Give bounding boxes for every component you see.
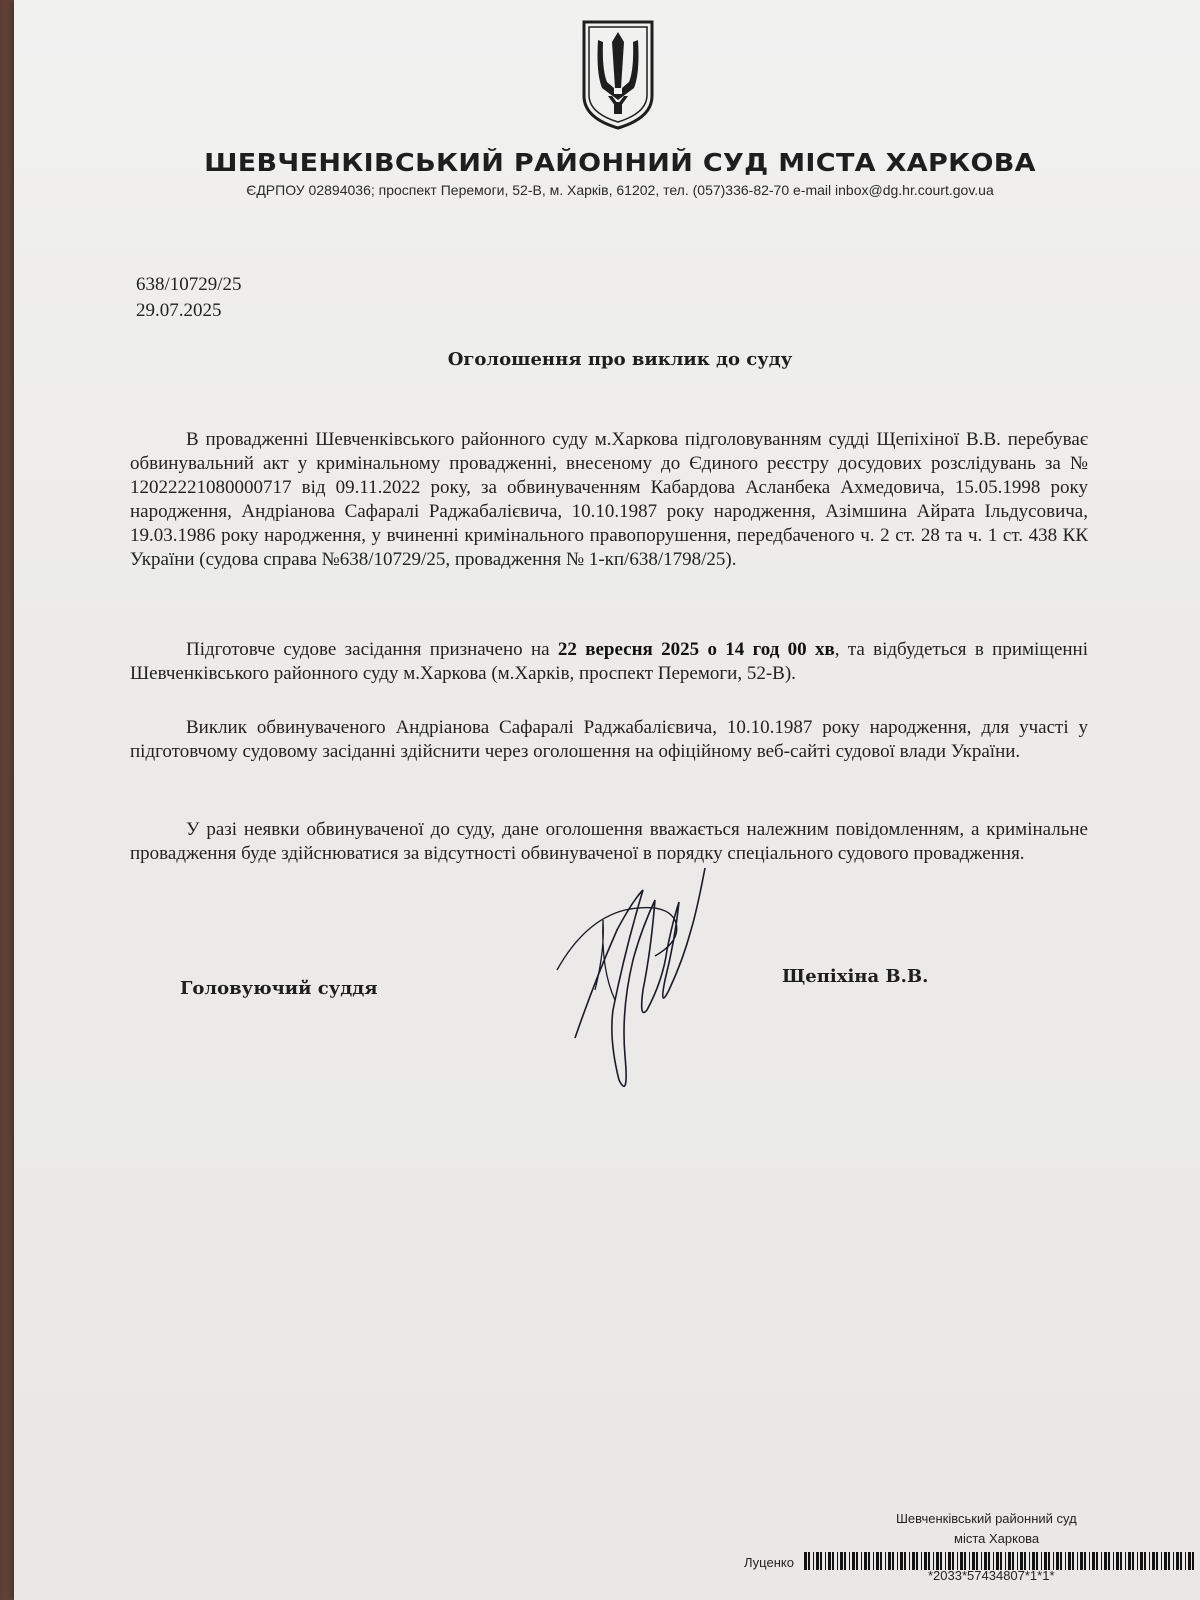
court-contacts: ЄДРПОУ 02894036; проспект Перемоги, 52-В, м. Харків, 61202, тел. (057)336-82-70 e-mail inbox@dg.hr.court.gov.ua — [246, 182, 994, 198]
barcode-number: *2033*57434807*1*1* — [928, 1568, 1055, 1583]
handwritten-signature-icon — [555, 860, 715, 1110]
hearing-datetime: 22 вересня 2025 о 14 год 00 хв — [557, 639, 835, 660]
hearing-text-before: Підготовче судове засідання призначено на — [186, 639, 558, 660]
signer-name: Щепіхіна В.В. — [782, 966, 929, 987]
document-date: 29.07.2025 — [136, 300, 222, 321]
hearing-text-after: , та відбудеться в приміщенні Шевченківського районного суду м.Харкова (м.Харків, проспект Перемоги, 52-В). — [130, 639, 1088, 684]
trident-coat-of-arms-icon — [578, 18, 658, 132]
stamp-court-name: Шевченківський районний суд — [896, 1511, 1077, 1526]
court-name: ШЕВЧЕНКІВСЬКИЙ РАЙОННИЙ СУД МІСТА ХАРКОВА — [204, 148, 1036, 177]
case-number: 638/10729/25 — [136, 274, 242, 295]
document-heading: Оголошення про виклик до суду — [447, 349, 793, 370]
clerk-name: Луценко — [744, 1555, 794, 1570]
document-sheet — [14, 0, 1200, 1600]
paragraph-proceedings: В провадженні Шевченківського районного суду м.Харкова підголовуванням судді Щепіхіної В.В. перебуває обвинувальний акт у кримінальному провадженні, внесеному до Єдиного реєстру досудових розслідувань за № 12022221080000717 від 09.11.2022 року, за обвинуваченням Кабардова Асланбека Ахмедовича, 15.05.1998 року народження, Андріанова Сафаралі Раджабалієвича, 10.10.1987 року народження, Азімшина Айрата Ільдусовича, 19.03.1986 року народження, у вчиненні кримінального правопорушення, передбаченого ч. 2 ст. 28 та ч. 1 ст. 438 КК України (судова справа №638/10729/25, провадження № 1-кп/638/1798/25). — [130, 429, 1088, 570]
paragraph-nonappearance: У разі неявки обвинуваченої до суду, дане оголошення вважається належним повідомленням, а кримінальне провадження буде здійснюватися за відсутності обвинуваченої в порядку спеціального судового провадження. — [130, 819, 1088, 864]
paragraph-summons: Виклик обвинуваченого Андріанова Сафаралі Раджабалієвича, 10.10.1987 року народження, для участі у підготовчому судовому засіданні здійснити через оголошення на офіційному веб-сайті судової влади України. — [130, 717, 1088, 762]
signature-role: Головуючий суддя — [180, 978, 378, 999]
stamp-city: міста Харкова — [954, 1531, 1040, 1546]
paragraph-hearing — [130, 638, 1088, 686]
